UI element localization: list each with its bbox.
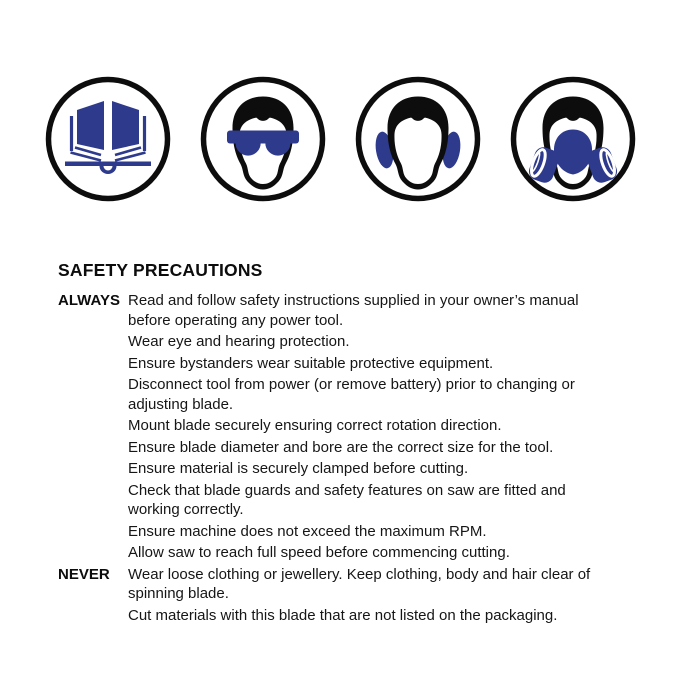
hearing-protection-icon [353,74,483,204]
precaution-item: Ensure machine does not exceed the maximum RPM. [128,522,487,540]
precaution-row [58,354,642,374]
respiratory-protection-icon [508,74,638,204]
precaution-row [58,459,642,479]
precaution-row [58,481,642,520]
page-title: SAFETY PRECAUTIONS [58,260,263,280]
precaution-item: Ensure material is securely clamped before cutting. [128,460,469,477]
precaution-row [58,416,642,436]
precaution-item: Disconnect tool from power (or remove battery) prior to changing or adjusting blade. [128,376,575,413]
precaution-item: Mount blade securely ensuring correct rotation direction. [128,417,502,434]
section-label-never: NEVER [58,565,110,583]
precaution-item: Ensure bystanders wear suitable protective equipment. [128,354,494,372]
ppe-pictogram-row [43,74,638,204]
precaution-row [58,375,642,414]
precaution-item: Ensure blade diameter and bore are the correct size for the tool. [128,438,554,456]
precaution-row [58,543,642,563]
precaution-row [58,291,642,330]
precaution-row [58,332,642,352]
section-label-always: ALWAYS [58,292,120,309]
read-manual-icon [43,74,173,204]
precautions-text-block [58,260,642,627]
precaution-item: Cut materials with this blade that are not listed on the packaging. [128,606,558,624]
precaution-item: Check that blade guards and safety features on saw are fitted and working correctly. [128,481,566,518]
precaution-row [58,522,642,542]
precaution-item: Read and follow safety instructions supplied in your owner’s manual before operating any power tool. [128,292,579,329]
precaution-row [58,438,642,458]
precaution-row [58,606,642,626]
eye-protection-icon [198,74,328,204]
precaution-item: Wear loose clothing or jewellery. Keep clothing, body and hair clear of spinning blade. [128,565,591,602]
precaution-row [58,565,642,604]
precaution-item: Wear eye and hearing protection. [128,333,350,350]
precaution-item: Allow saw to reach full speed before commencing cutting. [128,544,510,561]
